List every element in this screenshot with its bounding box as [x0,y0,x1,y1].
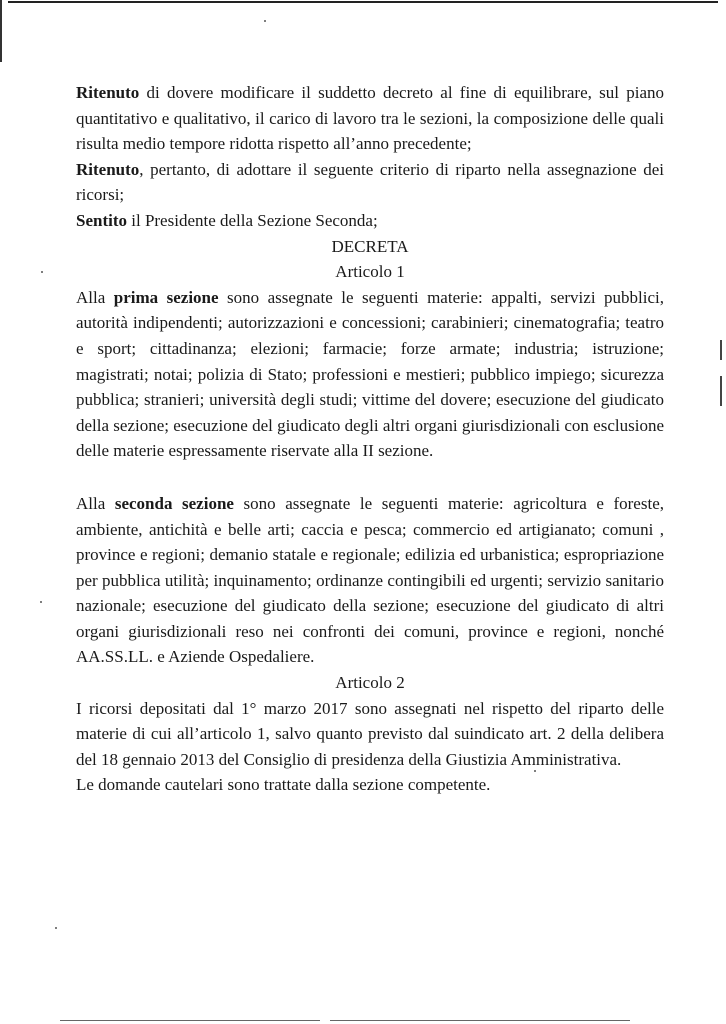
paragraph-ritenuto-1 [76,80,664,157]
bold-seconda-sezione: seconda sezione [114,493,234,513]
article-1-prima-sezione [76,285,664,464]
paragraph-text: il Presidente della Sezione Seconda; [127,210,378,230]
scan-left-edge [0,0,2,62]
paragraph-text: Alla [76,287,114,307]
bold-sentito: Sentito [76,210,127,230]
article-2-text: I ricorsi depositati dal 1° marzo 2017 sono assegnati nel rispetto del riparto delle materie di cui all’articolo 1, salvo quanto previsto dal suindicato art. 2 della delibera del 18 gennaio 2013 del Consiglio di presidenza della Giustizia Amministrativa. [76,698,664,769]
scan-speck [41,271,43,273]
bold-ritenuto: Ritenuto [76,83,140,102]
paragraph-text: sono assegnate le seguenti materie: appalti, servizi pubblici, autorità indipendenti; autorizzazioni e concessioni; carabinieri; cinematografia; teatro e sport; cittadinanza; elezioni; farmacie; forze armate; industria; istruzione; magistrati; notai; polizia di Stato; professioni e mestieri; pubblico impiego; sicurezza pubblica; stranieri; università degli studi; vittime del dovere; esecuzione del giudicato della sezione; esecuzione del giudicato degli altri organi giurisdizionali con esclusione delle materie espressamente riservate alla II sezione. [76,287,664,461]
paragraph-text: sono assegnate le seguenti materie: agricoltura e foreste, ambiente, antichità e belle arti; caccia e pesca; commercio ed artigianato; comuni , province e regioni; demanio statale e regionale; edilizia ed urbanistica; espropriazione per pubblica utilità; inquinamento; ordinanze contingibili ed urgenti; servizio sanitario nazionale; esecuzione del giudicato della sezione; esecuzione del giudicato di altri organi giurisdizionali reso nei confronti dei comuni, province e regioni, nonché AA.SS.LL. e Aziende Ospedaliere. [76,493,664,667]
article-1-seconda-sezione [76,491,664,670]
article-2-cautelari: Le domande cautelari sono trattate dalla sezione competente. [76,775,491,795]
scan-speck [40,601,42,603]
scan-speck [264,20,266,22]
article-1-heading: Articolo 1 [335,262,405,282]
paragraph-text: , pertanto, di adottare il seguente criterio di riparto nella assegnazione dei ricorsi; [76,159,664,205]
paragraph-ritenuto-2 [76,157,664,208]
paragraph-text: Alla [76,493,115,513]
scan-bottom-rule [330,1020,630,1021]
paragraph-sentito [76,208,664,234]
document-body [76,80,664,798]
scan-top-border [8,1,718,3]
paragraph-text: di dovere modificare il suddetto decreto al fine di equilibrare, sul piano quantitativo e qualitativo, il carico di lavoro tra le sezioni, la composizione delle quali risulta medio tempore ridotta rispetto all’anno precedente; [76,83,664,154]
decreta-heading: DECRETA [331,236,409,256]
article-2-heading: Articolo 2 [335,673,405,693]
scan-bottom-rule [60,1020,320,1021]
scan-margin-mark [720,340,722,360]
bold-ritenuto: Ritenuto [76,159,140,179]
paragraph-gap [76,464,664,491]
scan-speck [55,927,57,929]
scan-margin-mark [720,376,722,406]
bold-prima-sezione: prima sezione [113,287,219,307]
